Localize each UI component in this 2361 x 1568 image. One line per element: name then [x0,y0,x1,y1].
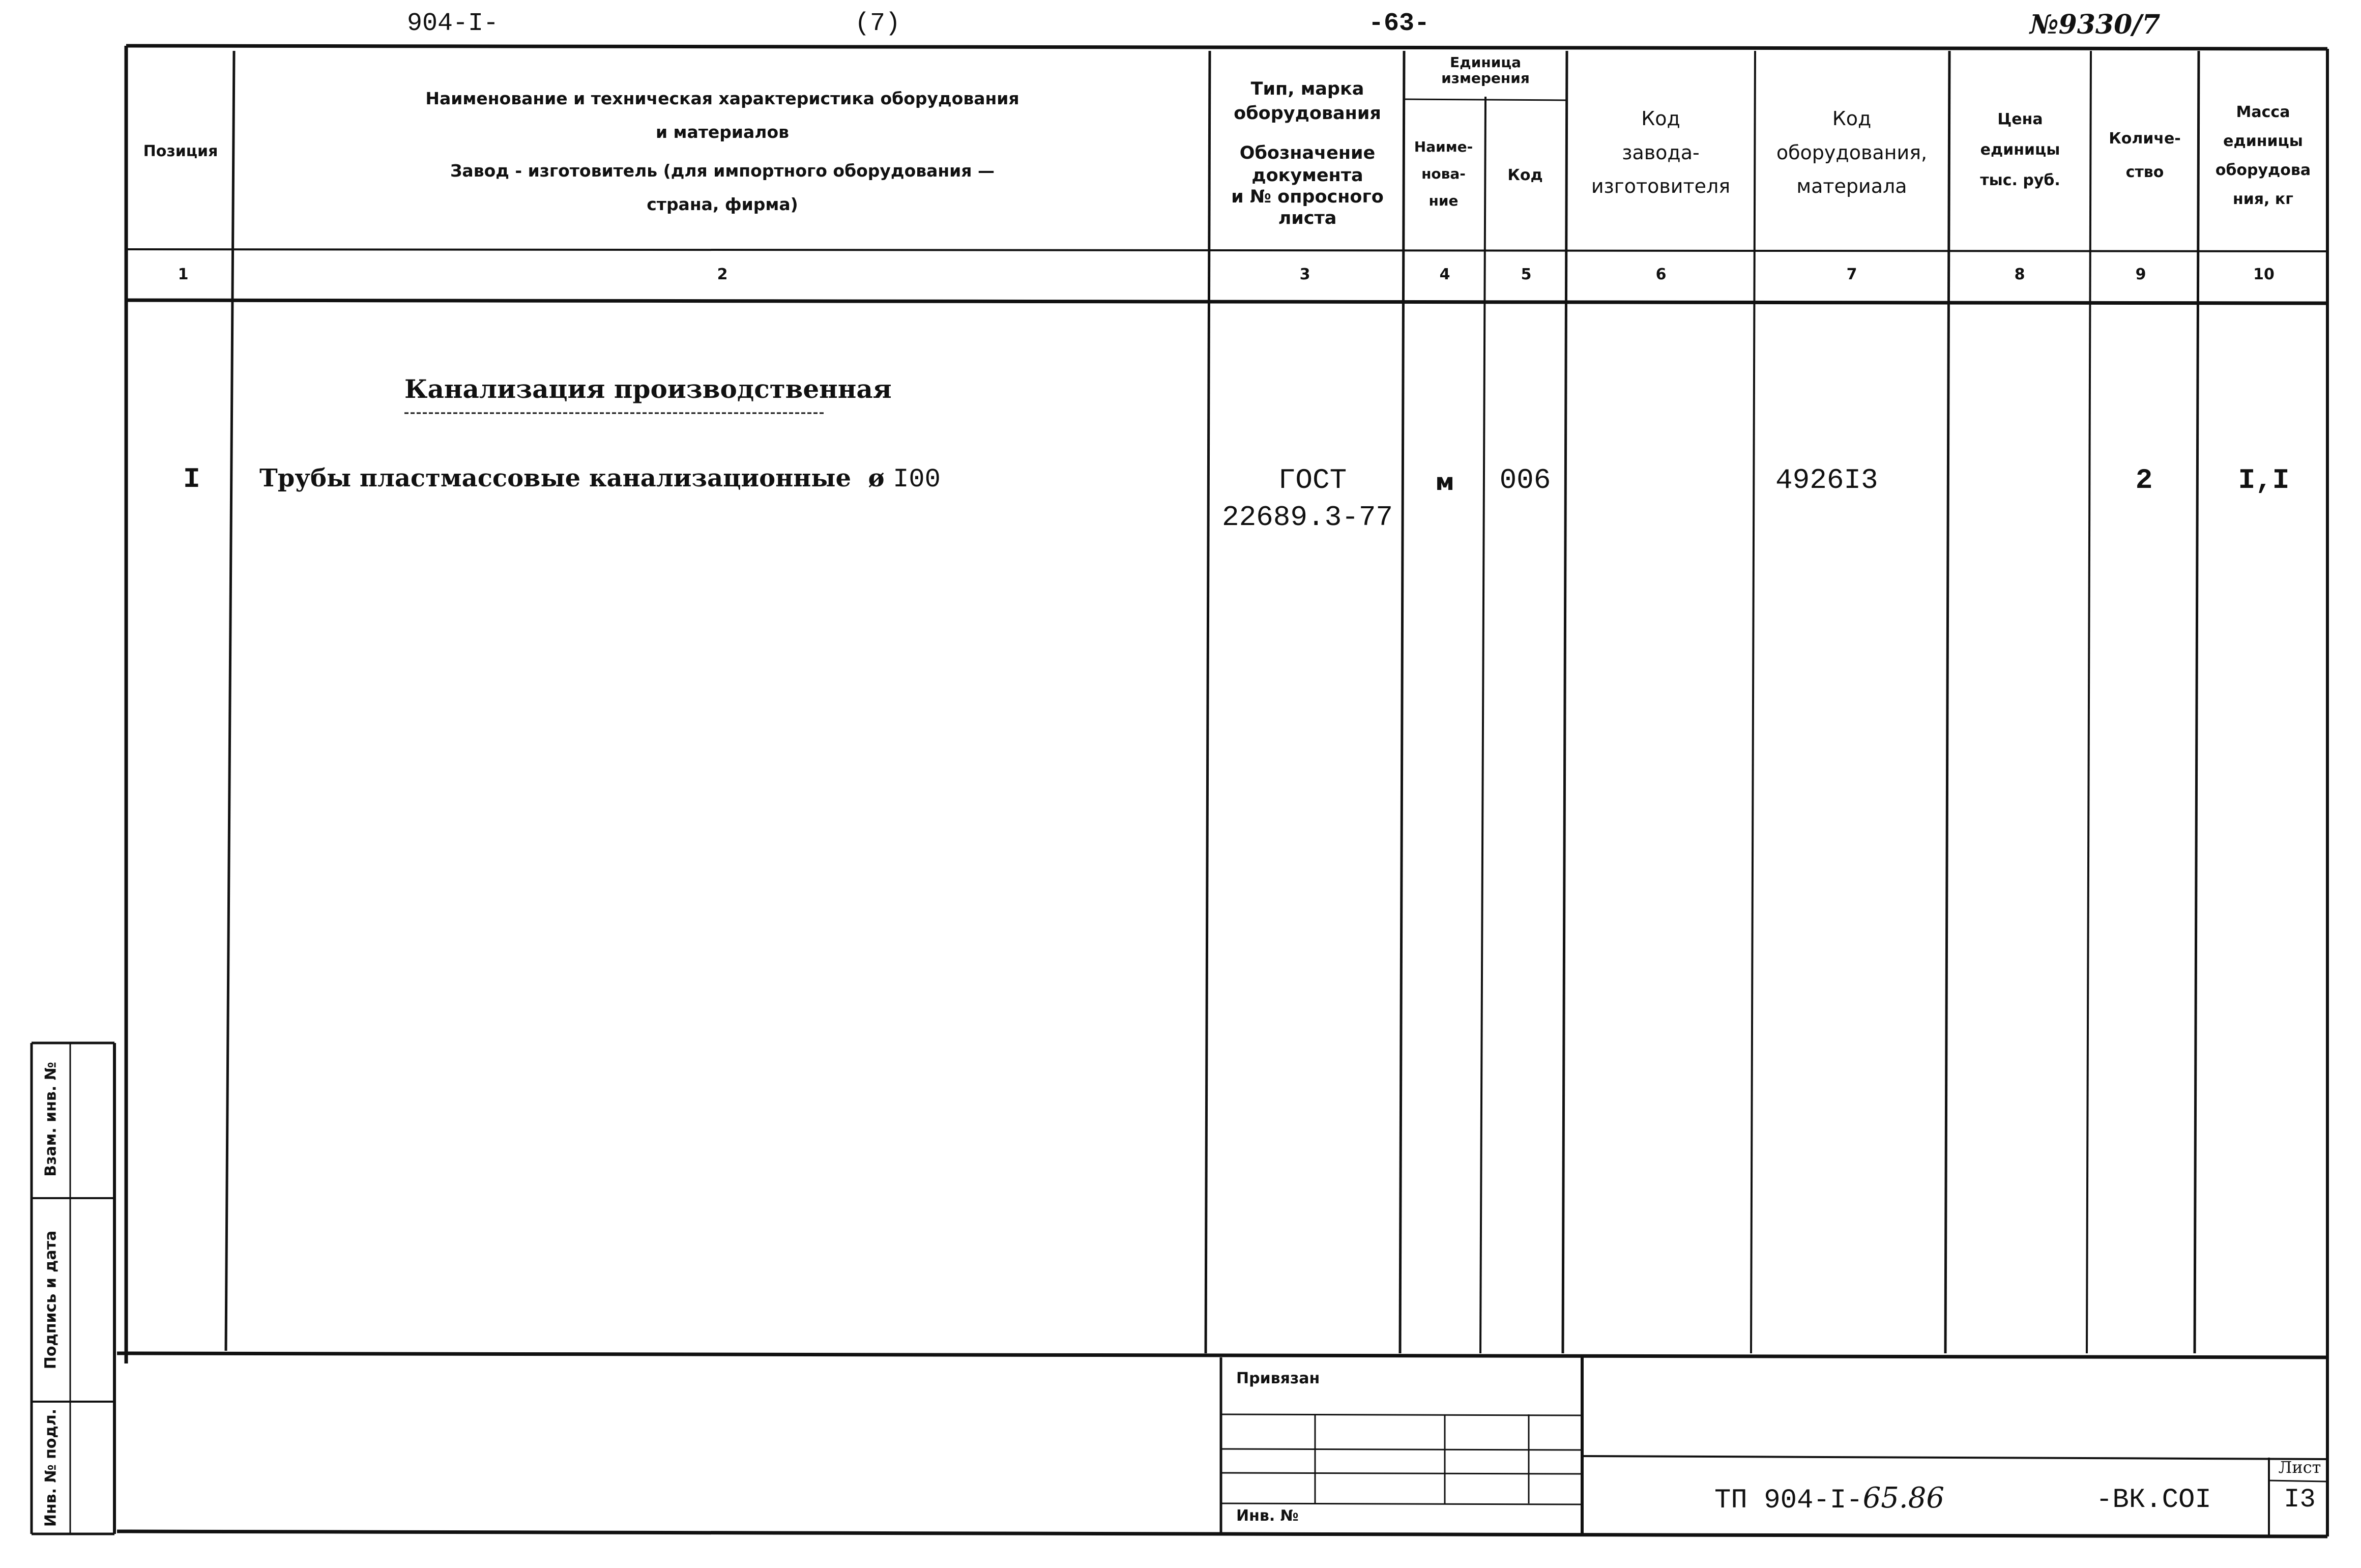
header-price-line2: единицы [1980,141,2060,159]
header-material-code-line2: оборудования, [1776,141,1928,164]
header-plant-code-line1: Код [1641,107,1680,130]
document-number-prefix: ТП 904-I- [1714,1485,1863,1516]
column-number: 8 [2014,266,2025,283]
header-material-code-line1: Код [1832,107,1872,130]
column-number: 7 [1846,266,1857,283]
header-unit-code: Код [1507,166,1543,184]
column-number: 9 [2135,266,2146,283]
header-mass-line1: Масса [2236,103,2290,121]
row-unit-code: 006 [1499,464,1551,497]
row-unit-name: м [1435,468,1454,496]
header-material-code-line3: материала [1796,175,1907,197]
album-number: (7) [855,9,901,38]
header-unit-name-line3: ние [1429,192,1459,210]
header-plant-code [1568,102,1754,204]
document-number [1714,1482,1944,1516]
row-quantity: 2 [2135,464,2153,497]
row-doc-line1: ГОСТ [1278,464,1347,497]
header-mass-line2: единицы [2223,132,2303,150]
header-mass-line4: ния, кг [2233,190,2293,208]
header-price-line3: тыс. руб. [1980,171,2060,189]
header-price [1949,104,2091,196]
inventory-label: Инв. № [1236,1507,1299,1525]
header-quantity [2091,122,2199,189]
header-unit-name [1404,133,1483,215]
header-name-line1: Наименование и техническая характеристика оборудования [425,89,1019,108]
column-number: 4 [1439,266,1450,283]
diameter-symbol: ø [868,464,885,492]
header-plant-code-line3: изготовителя [1591,175,1731,197]
header-mass [2199,98,2327,214]
document-suffix: -ВК.СОI [2096,1485,2211,1516]
header-type-line3: Обозначение [1239,143,1376,163]
header-type-line4: документа [1251,165,1363,186]
inventory-number: №9330/7 [2030,9,2161,40]
document-number-handwritten: 65.86 [1862,1482,1944,1515]
header-unit-name-line2: нова- [1421,165,1466,183]
column-number: 3 [1299,266,1310,283]
row-mass: I,I [2238,464,2290,497]
header-material-code [1755,102,1948,204]
document-code: 904-I- [407,9,499,38]
header-mass-line3: оборудова [2215,161,2311,179]
side-stamp-original-inventory: Инв. № подл. [42,1408,60,1527]
header-unit-group [1404,55,1567,86]
header-name-line2: и материалов [655,122,790,142]
header-unit-group-line1: Единица [1450,54,1521,71]
header-unit-group-line2: измерения [1441,69,1530,86]
header-position: Позиция [143,142,218,160]
row-position: I [183,463,200,496]
header-quantity-line2: ство [2125,163,2164,181]
header-unit-name-line1: Наиме- [1414,138,1473,155]
side-stamp-replacement-inventory: Взам. инв. № [42,1062,60,1177]
header-type-line5: и № опросного [1231,187,1384,207]
sheet-label: Лист [2278,1458,2321,1477]
header-name-line4: страна, фирма) [647,194,798,214]
column-number: 5 [1521,266,1532,283]
row-material-code: 4926I3 [1775,464,1878,497]
header-plant-code-line2: завода- [1622,141,1700,164]
header-quantity-line1: Количе- [2109,130,2181,148]
column-number: 6 [1655,266,1667,283]
column-number: 2 [717,266,728,283]
section-title: Канализация производственная [404,374,892,404]
header-type-line6: листа [1278,208,1337,228]
column-number: 10 [2253,266,2275,283]
row-diameter: I00 [893,464,941,495]
header-name-line3: Завод - изготовитель (для импортного оборудования — [450,161,995,181]
sheet-number: I3 [2284,1485,2316,1515]
side-stamp-signature-date: Подпись и дата [42,1230,60,1370]
row-name [259,464,941,495]
row-doc-line2: 22689.3-77 [1221,501,1393,534]
column-number: 1 [178,266,189,283]
header-type-line2: оборудования [1234,103,1381,124]
header-price-line1: Цена [1997,110,2043,128]
page-number: -63- [1368,9,1430,38]
bound-label: Привязан [1236,1370,1320,1387]
row-name-text: Трубы пластмассовые канализационные [259,464,852,492]
header-type-line1: Тип, марка [1250,79,1364,99]
